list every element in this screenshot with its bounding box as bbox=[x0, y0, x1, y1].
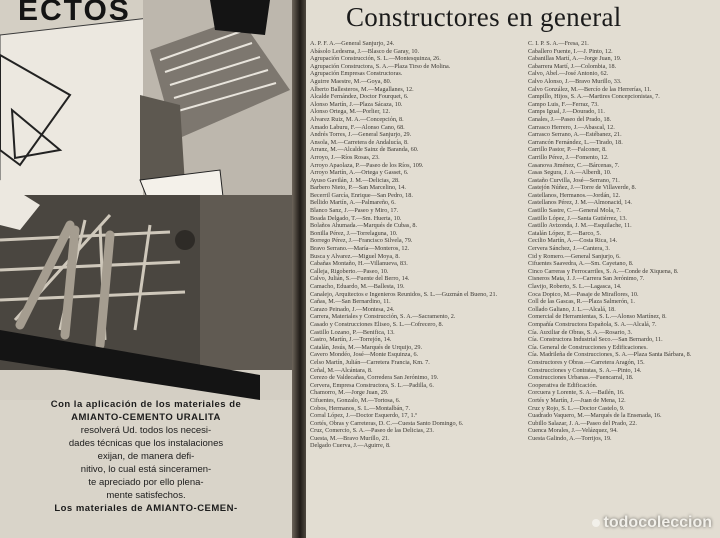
directory-entry: Coll de las Gascas, R.—Plaza Salmerón, 1. bbox=[528, 298, 635, 306]
directory-entry: Cifuentes, Gonzalo, M.—Tortosa, 6. bbox=[310, 396, 401, 404]
directory-entry: Castejón Núñez, J.—Torre de Villaverde, 8. bbox=[528, 184, 637, 192]
directory-entry: Arroyo, J.—Ríos Rosas, 23. bbox=[310, 153, 380, 161]
directory-entry: Cerezo de Valdecañas, Corredera San Jerónimo, 19. bbox=[310, 374, 439, 382]
directory-entry: Compañía Constructora Española, S. A.—Alcalá, 7. bbox=[528, 320, 657, 328]
directory-entry: Blanco Sanz, J.—Paseo y Miro, 17. bbox=[310, 207, 399, 215]
ad-line: Con la aplicación de los materiales de AMIANTO-CEMENTO URALITA bbox=[50, 399, 242, 423]
directory-entry: Castro, Martín, J.—Torrejón, 14. bbox=[310, 336, 392, 344]
directory-entry: Agrupación Construcción, S. L.—Montesquinza, 26. bbox=[310, 55, 441, 63]
directory-entry: Calvo, Julián, S.—Fuente del Berro, 14. bbox=[310, 275, 410, 283]
directory-entry: Cavero Mondéo, José—Monte Esquinza, 6. bbox=[310, 351, 419, 359]
directory-entry: Catalán, Jesús, M.—Marqués de Urquijo, 29. bbox=[310, 343, 423, 351]
directory-column-right bbox=[528, 40, 716, 442]
directory-entry: Alonso Martín, J.—Plaza Sácaza, 10. bbox=[310, 100, 403, 108]
directory-entry: Cifuentes Saavedra, A.—Sm. Cayetano, 8. bbox=[528, 260, 634, 268]
directory-entry: Carrasco Serrano, A.—Estébanez, 21. bbox=[528, 131, 622, 139]
directory-entry: Celso Martín, Julián—Carretera Francia, Km. 7. bbox=[310, 358, 430, 366]
directory-entry: Cía. General de Construcciones y Edificaciones. bbox=[528, 343, 648, 351]
directory-entry: Calvo Alonso, J.—Bravo Murillo, 33. bbox=[528, 77, 622, 85]
directory-entry: Construcciones y Contratas, S. A.—Pinto, 14. bbox=[528, 366, 642, 374]
directory-entry: Bellido Martín, A.—Palmareño, 6. bbox=[310, 199, 396, 207]
directory-entry: Cuadrado Vaquero, M.—Marqués de la Ensenada, 16. bbox=[528, 412, 662, 420]
directory-entry: Cid y Romero.—General Sanjurjo, 6. bbox=[528, 252, 621, 260]
directory-entry: Constructores y Obras.—Carretera Aragón, 15. bbox=[528, 358, 645, 366]
directory-entry: Camps Igual, J.—Dourado, 11. bbox=[528, 108, 605, 116]
directory-entry: Corral López, J.—Doctor Esquerdo, 17, 1.º bbox=[310, 412, 418, 420]
directory-entry: Canales, J.—Paseo del Prado, 18. bbox=[528, 115, 612, 123]
directory-entry: Calleja, Rigoberto.—Paseo, 10. bbox=[310, 267, 389, 275]
ad-line: Los materiales de AMIANTO-CEMEN- bbox=[54, 503, 238, 514]
directory-entry: Cuesta Galindo, A.—Torrijos, 19. bbox=[528, 434, 612, 442]
directory-entry: Delgado Cuerva, J.—Aguirre, 8. bbox=[310, 442, 391, 450]
directory-entry: Casanova Jiménez, C.—Bárcenas, 7. bbox=[528, 161, 620, 169]
directory-entry: Calvo, Abel.—José Antonio, 62. bbox=[528, 70, 609, 78]
directory-entry: Cabarrera Martí, J.—Colombia, 18. bbox=[528, 62, 617, 70]
directory-entry: Cía. Constructora Industrial Seco.—San Bernardo, 11. bbox=[528, 336, 663, 344]
directory-entry: Cinco Carreras y Ferrocarriles, S. A.—Conde de Xiquena, 8. bbox=[528, 267, 679, 275]
directory-entry: Castaño Curvilla, José—Serrano, 71. bbox=[528, 176, 620, 184]
directory-entry: Carrancón Fernández, L.—Tirado, 18. bbox=[528, 138, 623, 146]
directory-entry: Ayuso Gavilán, J. M.—Delicias, 28. bbox=[310, 176, 400, 184]
directory-entry: Borrego Pérez, J.—Francisco Silvela, 79. bbox=[310, 237, 413, 245]
directory-entry: Cuenca Morales, J.—Velázquez, 94. bbox=[528, 427, 618, 435]
watermark-logo-icon bbox=[592, 519, 600, 527]
page-title: Constructores en general bbox=[346, 2, 622, 32]
directory-entry: Arroyo Apaolaza, P.—Paseo de los Ríos, 109. bbox=[310, 161, 424, 169]
ad-line: te apreciado por ello plena- bbox=[88, 477, 204, 488]
directory-entry: Agrupación Constructora, S. A.—Plaza Tirso de Molina. bbox=[310, 62, 451, 70]
directory-entry: Arroyo Martín, A.—Ortega y Gasset, 6. bbox=[310, 169, 409, 177]
directory-entry: Cruz, Comercio, S. A.—Paseo de las Delicias, 23. bbox=[310, 427, 434, 435]
directory-entry: Caballero Fuente, I.—J. Pinto, 12. bbox=[528, 47, 613, 55]
directory-entry: Bravo Serrano.—María—Monteros, 12. bbox=[310, 245, 410, 253]
directory-entry: Cortés y Martín, J.—Juan de Mena, 12. bbox=[528, 396, 626, 404]
directory-entry: Ceñal, M.—Alcántara, 8. bbox=[310, 366, 373, 374]
ad-line: mente satisfechos. bbox=[106, 490, 186, 501]
right-page bbox=[306, 0, 720, 538]
directory-entry: Cisneros Mata, J. J.—Carrera San Jerónimo, 7. bbox=[528, 275, 645, 283]
directory-entry: Castillo Avizonda, J. M.—Esquilache, 11. bbox=[528, 222, 632, 230]
directory-entry: Canalejo, Arquitectos e Ingenieros Reunidos, S. L.—Guzmán el Bueno, 21. bbox=[310, 290, 498, 298]
directory-entry: Cooperativa de Edificación. bbox=[528, 381, 598, 389]
directory-entry: Bolaños Ahumada.—Marqués de Cubas, 8. bbox=[310, 222, 418, 230]
directory-entry: Collado Galiano, J. L.—Alcalá, 18. bbox=[528, 305, 616, 313]
directory-entry: Cubillo Salazar, J. A.—Paseo del Prado, 22. bbox=[528, 419, 637, 427]
directory-entry: Cuesta, M.—Bravo Murillo, 21. bbox=[310, 434, 390, 442]
directory-entry: Clavijo, Roberto, S. L.—Lagasca, 14. bbox=[528, 283, 622, 290]
directory-entry: Comercial de Herramientas, S. L.—Alonso Martínez, 8. bbox=[528, 313, 667, 321]
directory-entry: Cervera, Empresa Constructora, S. L.—Padilla, 6. bbox=[310, 381, 434, 389]
directory-entry: Amado Laburu, F.—Alonso Cano, 68. bbox=[310, 123, 405, 131]
directory-entry: Carrasco Herrero, J.—Abascal, 12. bbox=[528, 123, 615, 131]
directory-entry: Castillo Sastre, C.—General Mola, 7. bbox=[528, 207, 621, 215]
watermark bbox=[592, 514, 712, 532]
directory-entry: Construcciones Urbanas.—Fuencarral, 18. bbox=[528, 374, 634, 382]
directory-entry: Cabanillas Martí, A.—Jorge Juan, 19. bbox=[528, 55, 622, 63]
directory-entry: Corcuera y Lorente, S. A.—Bailén, 16. bbox=[528, 389, 625, 397]
directory-entry: Carrillo Pérez, J.—Fomento, 12. bbox=[528, 153, 609, 161]
directory-entry: Alvarez Ruiz, M. A.—Concepción, 8. bbox=[310, 115, 404, 123]
directory-entry: Alberto Ballesteros, M.—Magallanes, 12. bbox=[310, 85, 414, 93]
directory-entry: Carrera, Materiales y Construcción, S. A.—Sacramento, 2. bbox=[310, 313, 456, 321]
directory-entry: Casado y Construcciones Eliseo, S. L.—Cofrecero, 8. bbox=[310, 320, 444, 328]
directory-entry: Andrés Torres, J.—General Sanjurjo, 29. bbox=[310, 131, 412, 139]
directory-entry: Chamorro, M.—Jorge Juan, 29. bbox=[310, 389, 389, 397]
directory-entry: Calvo González, M.—Bercío de las Herrerías, 11. bbox=[528, 85, 652, 93]
directory-entry: Ansola, M.—Carretera de Andalucía, 8. bbox=[310, 138, 409, 146]
directory-entry: C. I. P. S. A.—Fresa, 21. bbox=[528, 40, 589, 47]
directory-entry: Cabañas Montaño, H.—Villanueva, 83. bbox=[310, 260, 408, 268]
directory-entry: Cañas, M.—San Bernardino, 11. bbox=[310, 298, 391, 306]
directory-entry: Castellanos Pérez, J. M.—Almonacid, 14. bbox=[528, 199, 632, 207]
directory-entry: Agrupación Empresas Constructoras. bbox=[310, 70, 403, 78]
directory-entry: Alcalde Fernández, Doctor Fourquet, 6. bbox=[310, 93, 409, 101]
directory-entry: Castillo López, J.—Santa Gutiérrez, 13. bbox=[528, 214, 627, 222]
directory-entry: Catalán López, E.—Barco, 5. bbox=[528, 229, 602, 237]
directory-entry: Campillo, Hijos, S. A.—Martires Concepcionistas, 7. bbox=[528, 93, 660, 101]
watermark-text: todocoleccion bbox=[603, 514, 712, 531]
directory-column-left bbox=[310, 40, 518, 450]
directory-entry: Castillo Lozano, P.—Benifica, 13. bbox=[310, 328, 395, 336]
directory-entry: Busca y Alvarez.—Miguel Moya, 8. bbox=[310, 252, 400, 260]
directory-entry: Castellanos, Hermanos.—Jordán, 12. bbox=[528, 191, 621, 199]
advertisement-collage bbox=[0, 0, 300, 400]
directory-entry: Carazo Peinado, J.—Montesa, 24. bbox=[310, 305, 395, 313]
directory-entry: Boada Delgado, T.—Sm. Huerta, 10. bbox=[310, 214, 402, 222]
directory-entry: Bonilla Pérez, J.—Torrelaguna, 10. bbox=[310, 229, 398, 237]
directory-entry: Cía. Auxiliar de Obras, S. A.—Rosario, 3. bbox=[528, 328, 633, 336]
directory-entry: Aguirre Maestre, M.—Goya, 80. bbox=[310, 77, 392, 85]
directory-entry: Cecilio Martín, A.—Costa Rica, 14. bbox=[528, 237, 618, 245]
left-page bbox=[0, 0, 300, 538]
directory-entry: Cobos, Hermanos, S. L.—Montalbán, 7. bbox=[310, 404, 411, 412]
ad-line: nitivo, lo cual está sinceramen- bbox=[80, 464, 212, 475]
directory-entry: Campo Luis, F.—Ferraz, 73. bbox=[528, 100, 599, 108]
ad-line: dades técnicas que los instalaciones bbox=[68, 438, 224, 449]
ad-body-text bbox=[28, 398, 264, 515]
directory-entry: Abásolo Ledesma, J.—Blasco de Garay, 10. bbox=[310, 47, 420, 55]
directory-entry: A. P. F. A.—General Sanjurjo, 24. bbox=[310, 40, 395, 47]
directory-entry: Cortés, Obras y Carreteras, D. C.—Cuesta Santo Domingo, 6. bbox=[310, 419, 464, 427]
directory-entry: Cía. Madrileña de Construcciones, S. A.—Plaza Santa Bárbara, 8. bbox=[528, 351, 692, 359]
directory-entry: Carrillo Pastor, P.—Falconer, 8. bbox=[528, 146, 607, 154]
directory-entry: Cervera Sánchez, J.—Cantera, 3. bbox=[528, 245, 610, 253]
directory-entry: Camacho, Eduardo, M.—Ballesta, 19. bbox=[310, 283, 405, 290]
directory-entry: Barbero Nieto, P.—San Marcelino, 14. bbox=[310, 184, 406, 192]
ad-line: resolverá Ud. todos los necesi- bbox=[80, 425, 212, 436]
directory-entry: Coca Dopico, M.—Pasaje de Miraflores, 10. bbox=[528, 290, 639, 298]
directory-entry: Arranz, M.—Alcalde Sainz de Baranda, 60. bbox=[310, 146, 419, 154]
ad-line: exijan, de manera defi- bbox=[97, 451, 195, 462]
directory-entry: Becerril García, Enrique—San Pedro, 18. bbox=[310, 191, 413, 199]
directory-entry: Cruz y Rojo, S. L.—Doctor Castelo, 9. bbox=[528, 404, 625, 412]
directory-entry: Alonso Ortega, M.—Porlier, 12. bbox=[310, 108, 391, 116]
directory-entry: Casas Segura, J. A.—Alberdi, 10. bbox=[528, 169, 612, 177]
ad-heading: ECTOS bbox=[18, 0, 131, 27]
